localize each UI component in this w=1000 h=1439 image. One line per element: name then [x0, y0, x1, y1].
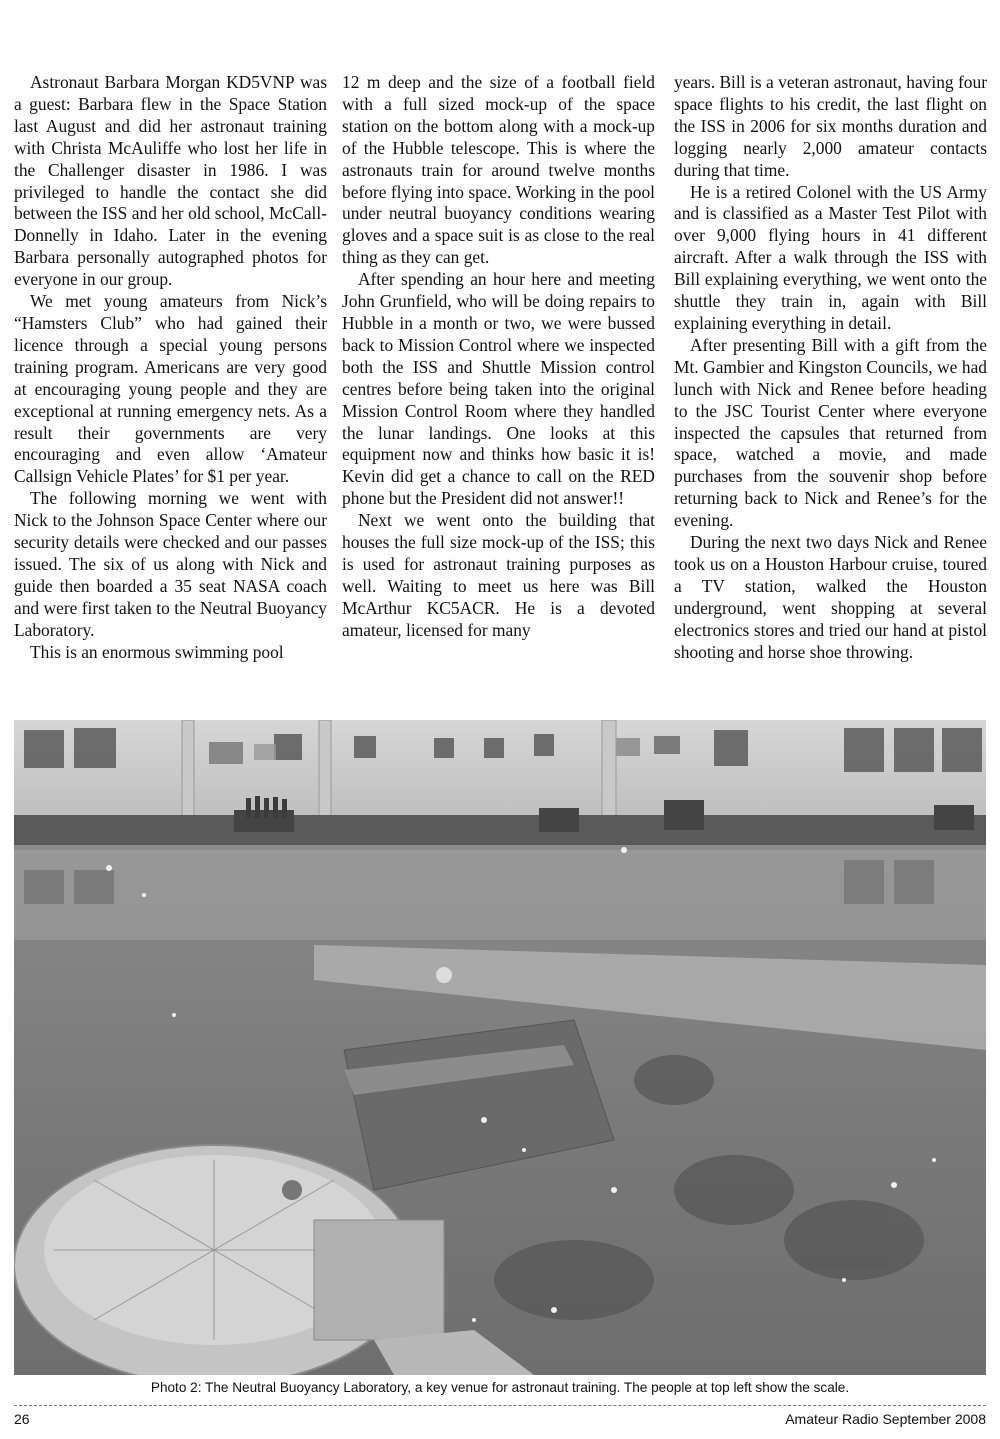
paragraph: We met young amateurs from Nick’s “Hamsters Club” who had gained their licence through a special young persons training program. Americans are very good at encouraging young people and they are exceptional at running emergency nets. As a result their governments are very encouraging and even allow ‘Amateur Callsign Vehicle Plates’ for $1 per year. — [14, 291, 327, 487]
photo-caption: Photo 2: The Neutral Buoyancy Laboratory, a key venue for astronaut training. The people at top left show the scale. — [150, 1380, 850, 1395]
article-column-1 — [14, 72, 327, 663]
paragraph: Next we went onto the building that houses the full size mock-up of the ISS; this is used for astronaut training purposes as well. Waiting to meet us here was Bill McArthur KC5ACR. He is a devoted amateur, licensed for many — [342, 510, 655, 640]
publication-footer: Amateur Radio September 2008 — [785, 1411, 986, 1427]
paragraph: During the next two days Nick and Renee took us on a Houston Harbour cruise, toured a TV station, walked the Houston underground, went shopping at several electronics stores and tried our hand at pistol shooting and horse shoe throwing. — [674, 532, 987, 662]
paragraph: 12 m deep and the size of a football field with a full sized mock-up of the space station on the bottom along with a mock-up of the Hubble telescope. This is where the astronauts train for around twelve months before flying into space. Working in the pool under neutral buoyancy conditions wearing gloves and a space suit is as close to the real thing as they can get. — [342, 72, 655, 268]
paragraph: The following morning we went with Nick to the Johnson Space Center where our security details were checked and our passes issued. The six of us along with Nick and guide then boarded a 35 seat NASA coach and were first taken to the Neutral Buoyancy Laboratory. — [14, 488, 327, 640]
neutral-buoyancy-lab-photo — [14, 720, 986, 1375]
paragraph: This is an enormous swimming pool — [30, 641, 284, 662]
paragraph: years. Bill is a veteran astronaut, having four space flights to his credit, the last flight on the ISS in 2006 for six months duration and logging nearly 2,000 amateur contacts during that time. — [674, 72, 987, 180]
footer-divider — [14, 1405, 986, 1407]
paragraph: Astronaut Barbara Morgan KD5VNP was a guest: Barbara flew in the Space Station last August and did her astronaut training with Christa McAuliffe who lost her life in the Challenger disaster in 1986. I was privileged to handle the contact she did between the ISS and her old school, McCall-Donnelly in Idaho. Later in the evening Barbara personally autographed photos for everyone in our group. — [14, 72, 327, 290]
paragraph: After presenting Bill with a gift from the Mt. Gambier and Kingston Councils, we had lunch with Nick and Renee before heading to the JSC Tourist Center where everyone inspected the capsules that returned from space, watched a movie, and made purchases from the souvenir shop before returning back to Nick and Renee’s for the evening. — [674, 334, 987, 531]
paragraph: After spending an hour here and meeting John Grunfield, who will be doing repairs to Hubble in a month or two, we were bussed back to Mission Control where we inspected both the ISS and Shuttle Mission control centres before being taken into the original Mission Control Room where they handled the lunar landings. One looks at this equipment now and thinks how basic it is! Kevin did get a chance to call on the RED phone but the President did not answer!! — [342, 269, 655, 509]
page-number: 26 — [14, 1411, 30, 1427]
article-column-2 — [342, 72, 655, 642]
paragraph: He is a retired Colonel with the US Army and is classified as a Master Test Pilot with over 9,000 flying hours in 41 different aircraft. After a walk through the ISS with Bill explaining everything, we went onto the shuttle they train in, again with Bill explaining everything in detail. — [674, 181, 987, 333]
article-column-3 — [674, 72, 987, 663]
